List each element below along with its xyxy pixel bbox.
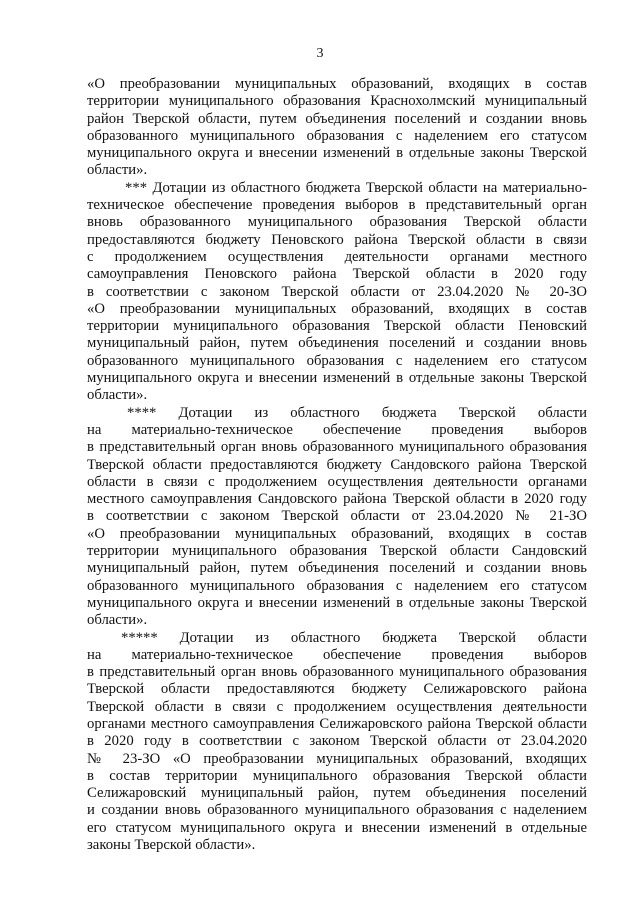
- text-line: «О преобразовании муниципальных образований, входящих в состав: [87, 76, 587, 92]
- text-line: в состав территории муниципального образования Тверской области: [87, 767, 587, 784]
- text-line: муниципальный район, путем объединения поселений и создании вновь: [87, 560, 587, 577]
- text-line: на материально-техническое обеспечение проведения выборов: [87, 646, 587, 663]
- footnote-four-stars-sandovsky: [87, 405, 587, 630]
- text-line: самоуправления Пеновского района Тверской области в 2020 году: [87, 266, 587, 283]
- text-line: «О преобразовании муниципальных образований, входящих в состав: [87, 525, 587, 542]
- text-line: области».: [87, 612, 148, 629]
- text-line: его статусом муниципального округа и внесении изменений в отдельные: [87, 819, 587, 836]
- text-line: Тверской области предоставляются бюджету Селижаровского района: [87, 681, 587, 698]
- text-line: Тверской области в связи с продолжением осуществления деятельности: [87, 698, 587, 715]
- text-line: территории муниципального образования Краснохолмский муниципальный: [87, 93, 587, 110]
- text-line: муниципального округа и внесении изменений в отдельные законы Тверской: [87, 370, 587, 387]
- text-line: вновь образованного муниципального образования Тверской области: [87, 214, 587, 231]
- footnote-five-stars-selizharovsky: [87, 630, 587, 855]
- text-line: с продолжением осуществления деятельности органами местного: [87, 248, 587, 265]
- text-line: территории муниципального образования Тверской области Пеновский: [87, 318, 587, 335]
- text-line: образованного муниципального образования с наделением его статусом: [87, 577, 587, 594]
- text-line: образованного муниципального образования с наделением его статусом: [87, 127, 587, 144]
- text-line: «О преобразовании муниципальных образований, входящих в состав: [87, 300, 587, 317]
- text-line: ***** Дотации из областного бюджета Тверской области: [121, 629, 587, 646]
- text-line: органами местного самоуправления Селижаровского района Тверской области: [87, 715, 587, 732]
- text-line: местного самоуправления Сандовского района Тверской области в 2020 году: [87, 491, 587, 508]
- text-line: в представительный орган вновь образованного муниципального образования: [87, 664, 587, 681]
- text-line: территории муниципального образования Тверской области Сандовский: [87, 543, 587, 560]
- text-line: Тверской области предоставляются бюджету Сандовского района Тверской: [87, 456, 587, 473]
- text-line: Селижаровский муниципальный район, путем объединения поселений: [87, 785, 587, 802]
- text-line: области в связи с продолжением осуществления деятельности органами: [87, 473, 587, 490]
- page-number: 3: [316, 46, 324, 61]
- text-line: области».: [87, 162, 148, 179]
- text-line: и создании вновь образованного муниципального образования с наделением: [87, 802, 587, 819]
- text-line: области».: [87, 387, 148, 404]
- text-line: муниципального округа и внесении изменений в отдельные законы Тверской: [87, 145, 587, 162]
- document-body: [87, 76, 587, 854]
- text-line: район Тверской области, путем объединения поселений и создании вновь: [87, 110, 587, 127]
- text-line: образованного муниципального образования с наделением его статусом: [87, 352, 587, 369]
- text-line: на материально-техническое обеспечение проведения выборов: [87, 421, 587, 438]
- paragraph-krasnokholmsky-continuation: [87, 76, 587, 180]
- text-line: № 23-ЗО «О преобразовании муниципальных образований, входящих: [87, 750, 587, 767]
- text-line: **** Дотации из областного бюджета Тверской области: [127, 404, 587, 421]
- text-line: в соответствии с законом Тверской области от 23.04.2020 № 20-ЗО: [87, 283, 587, 300]
- text-line: в представительный орган вновь образованного муниципального образования: [87, 439, 587, 456]
- text-line: техническое обеспечение проведения выборов в представительный орган: [87, 197, 587, 214]
- text-line: предоставляются бюджету Пеновского района Тверской области в связи: [87, 231, 587, 248]
- footnote-three-stars-penovsky: [87, 180, 587, 405]
- text-line: в соответствии с законом Тверской области от 23.04.2020 № 21-ЗО: [87, 508, 587, 525]
- text-line: муниципального округа и внесении изменений в отдельные законы Тверской: [87, 594, 587, 611]
- text-line: в 2020 году в соответствии с законом Тверской области от 23.04.2020: [87, 733, 587, 750]
- text-line: *** Дотации из областного бюджета Тверской области на материально-: [125, 179, 587, 196]
- text-line: законы Тверской области».: [87, 837, 256, 854]
- text-line: муниципальный район, путем объединения поселений и создании вновь: [87, 335, 587, 352]
